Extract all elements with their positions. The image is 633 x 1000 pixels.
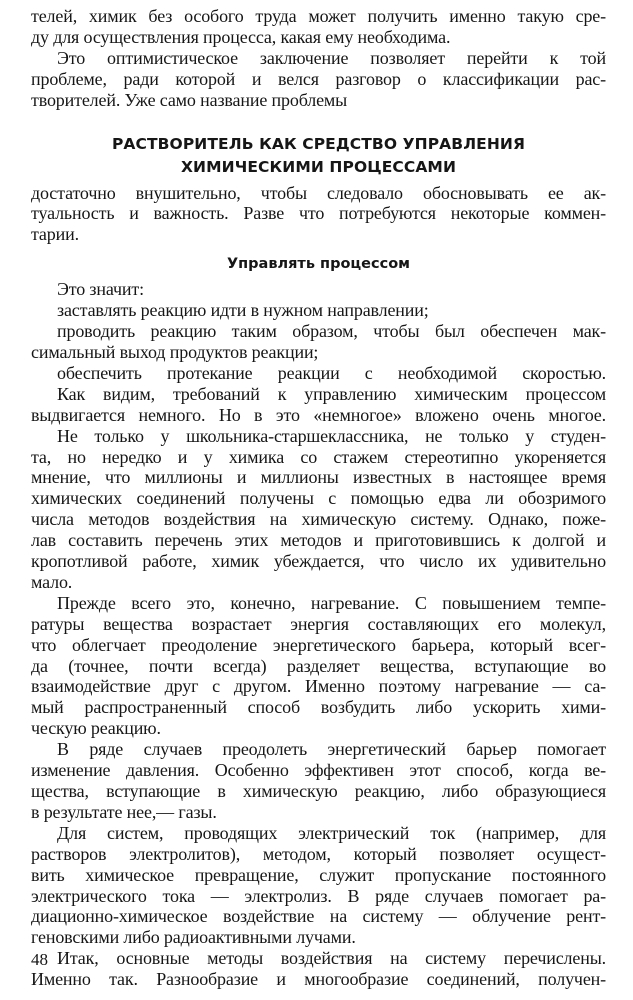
section-heading bbox=[31, 133, 606, 179]
text-line: мый распространенный способ возбудить либо ускорить хими- bbox=[31, 697, 606, 718]
text-line: В ряде случаев преодолеть энергетический барьер помогает bbox=[57, 739, 606, 760]
after-heading-paragraph bbox=[31, 183, 606, 246]
requirements-list bbox=[31, 279, 606, 425]
text-line: телей, химик без особого труда может получить именно такую сре- bbox=[31, 6, 606, 26]
list-item: проводить реакцию таким образом, чтобы был обеспечен мак- bbox=[57, 321, 606, 342]
text-line: взаимодействие друг с другом. Именно поэтому нагревание — са- bbox=[31, 676, 606, 697]
section-heading-line-1: РАСТВОРИТЕЛЬ КАК СРЕДСТВО УПРАВЛЕНИЯ bbox=[111, 134, 526, 153]
heating-paragraph bbox=[31, 593, 606, 739]
text-line: мало. bbox=[31, 571, 73, 592]
text-line: Именно так. Разнообразие и многообразие соединений, получен- bbox=[31, 969, 606, 990]
text-line: диационно-химическое воздействие на систему — облучение рент- bbox=[31, 906, 606, 927]
text-line: ческую реакцию. bbox=[31, 718, 161, 739]
text-line: ду для осуществления процесса, какая ему необходима. bbox=[31, 26, 451, 47]
text-line: кропотливой работе, химик убеждается, что число их удивительно bbox=[31, 551, 606, 572]
text-line: проблеме, ради которой и велся разговор о классификации рас- bbox=[31, 68, 606, 89]
text-line: творителей. Уже само название проблемы bbox=[31, 89, 348, 110]
text-line: Прежде всего это, конечно, нагревание. С повышением темпе- bbox=[57, 592, 606, 613]
final-paragraph bbox=[31, 948, 606, 990]
text-line: выдвигается немного. Но в это «немногое» вложено очень многое. bbox=[31, 404, 606, 425]
text-line: в результате нее,— газы. bbox=[31, 801, 217, 822]
text-line: Как видим, требований к управлению химическим процессом bbox=[57, 383, 606, 404]
text-line: лав составить перечень этих методов и приготовившись к долгой и bbox=[31, 530, 606, 551]
text-line: тарии. bbox=[31, 224, 79, 245]
electrolysis-paragraph bbox=[31, 823, 606, 948]
list-item: обеспечить протекание реакции с необходимой скоростью. bbox=[57, 362, 606, 383]
text-line: Это оптимистическое заключение позволяет перейти к той bbox=[57, 47, 606, 68]
text-line: изменение давления. Особенно эффективен этот способ, когда ве- bbox=[31, 760, 606, 781]
list-item-continuation: симальный выход продуктов реакции; bbox=[31, 341, 319, 362]
page-number: 48 bbox=[31, 950, 48, 969]
text-line: Итак, основные методы воздействия на систему перечислены. bbox=[57, 948, 606, 969]
text-line: щества, вступающие в химическую реакцию, либо образующиеся bbox=[31, 781, 606, 801]
subsection-heading: Управлять процессом bbox=[226, 256, 411, 273]
text-line: Не только у школьника-старшеклассника, не только у студен- bbox=[57, 425, 606, 446]
pressure-paragraph bbox=[31, 739, 606, 823]
text-line: числа методов воздействия на химическую систему. Однако, поже- bbox=[31, 509, 606, 530]
text-line: Для систем, проводящих электрический ток (например, для bbox=[57, 822, 606, 843]
students-paragraph bbox=[31, 426, 606, 593]
intro-paragraph bbox=[31, 6, 606, 111]
text-line: растворов электролитов), методом, который позволяет осущест- bbox=[31, 843, 606, 864]
text-line: электрического тока — электролиз. В ряде случаев помогает ра- bbox=[31, 885, 606, 906]
text-line: да (точнее, почти всегда) разделяет вещества, вступающие во bbox=[31, 655, 606, 676]
text-line: туальность и важность. Разве что потребуются некоторые коммен- bbox=[31, 203, 606, 224]
list-item: заставлять реакцию идти в нужном направлении; bbox=[57, 300, 429, 321]
text-line: ратуры вещества возрастает энергия составляющих его молекул, bbox=[31, 613, 606, 634]
text-line: что облегчает преодоление энергетического барьера, который всег- bbox=[31, 634, 606, 655]
text-line: геновскими либо радиоактивными лучами. bbox=[31, 927, 356, 948]
section-heading-line-2: ХИМИЧЕСКИМИ ПРОЦЕССАМИ bbox=[180, 157, 457, 176]
list-intro: Это значит: bbox=[57, 279, 144, 300]
text-line: вить химическое превращение, служит пропускание постоянного bbox=[31, 864, 606, 885]
text-line: достаточно внушительно, чтобы следовало обосновывать ее ак- bbox=[31, 182, 606, 203]
text-line: мнение, что миллионы и миллионы известных в настоящее время bbox=[31, 467, 606, 488]
text-line: химических соединений получены с помощью едва ли обозримого bbox=[31, 488, 606, 509]
text-line: та, но нередко и у химика со стажем стереотипно укореняется bbox=[31, 446, 606, 467]
